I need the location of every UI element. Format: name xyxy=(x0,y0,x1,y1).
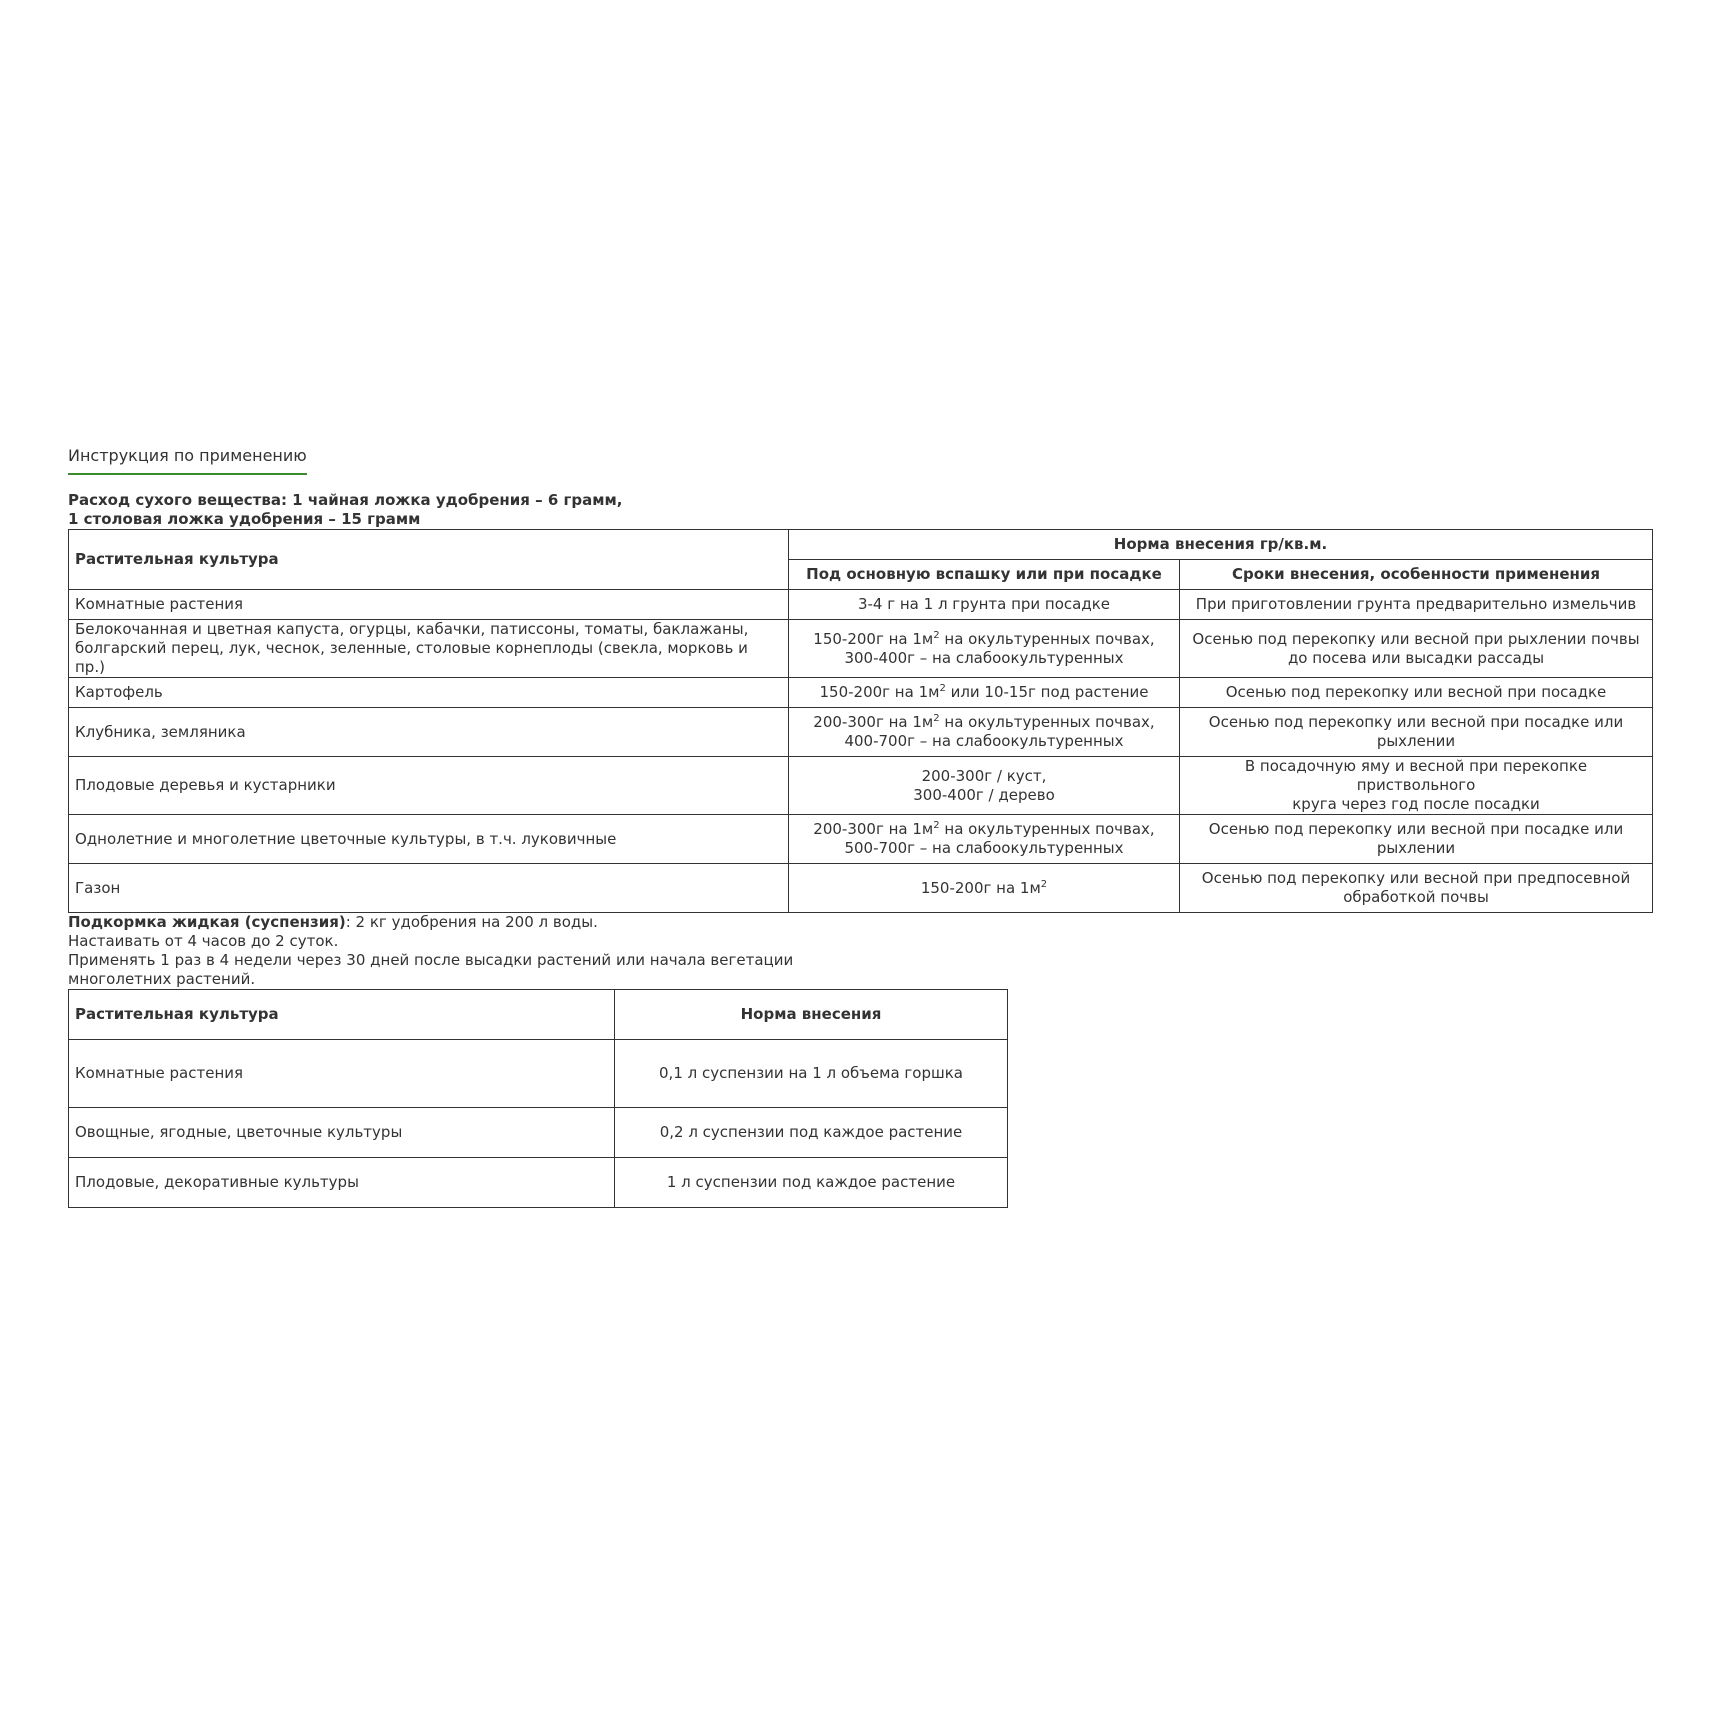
table-row xyxy=(69,864,1653,913)
cell-timing-line: При приготовлении грунта предварительно измельчив xyxy=(1195,595,1637,613)
cell-crop-line: Клубника, земляника xyxy=(75,722,246,741)
cell-crop xyxy=(69,757,789,815)
tab-instructions[interactable]: Инструкция по применению xyxy=(68,445,307,475)
cell-crop xyxy=(69,708,789,757)
cell-timing-line: Осенью под перекопку или весной при предпосевной xyxy=(1201,869,1631,887)
table-row xyxy=(69,678,1653,708)
cell-norm-line xyxy=(795,595,1173,614)
cell-crop-line: Картофель xyxy=(75,683,163,701)
norm-amount: 150-200г на 1м xyxy=(813,629,934,648)
norm-amount: 150-200г на 1м xyxy=(920,878,1041,897)
cell-crop-line: Плодовые деревья и кустарники xyxy=(75,776,336,794)
cell-norm xyxy=(789,757,1180,815)
liquid-feeding-line-4: многолетних растений. xyxy=(68,970,256,988)
cell-norm xyxy=(789,678,1180,708)
cell-timing-line: В посадочную яму и весной при перекопке приствольного xyxy=(1244,757,1588,794)
cell-timing-line: обработкой почвы xyxy=(1343,888,1489,906)
unit-superscript: 2 xyxy=(933,713,940,724)
cell-norm-line: 300-400г – на слабоокультуренных xyxy=(844,648,1124,667)
header-crop: Растительная культура xyxy=(69,530,789,590)
cell-norm-line xyxy=(795,713,1173,732)
cell-norm xyxy=(789,864,1180,913)
norm-condition: или 10-15г под растение xyxy=(945,683,1149,701)
cell-crop-line: Газон xyxy=(75,878,121,897)
cell-crop xyxy=(69,678,789,708)
cell-timing xyxy=(1180,678,1653,708)
cell-timing xyxy=(1180,708,1653,757)
cell-norm-line xyxy=(795,630,1173,649)
cell-norm-line xyxy=(795,879,1173,898)
table-row xyxy=(69,590,1653,620)
cell-norm-line: 400-700г – на слабоокультуренных xyxy=(844,732,1124,750)
header-crop: Растительная культура xyxy=(69,990,615,1040)
cell-crop: Комнатные растения xyxy=(69,1040,615,1108)
norm-amount: 200-300г / куст, xyxy=(921,766,1047,785)
cell-norm-line xyxy=(795,820,1173,839)
cell-crop-line: Белокочанная и цветная капуста, огурцы, кабачки, патиссоны, томаты, баклажаны, xyxy=(75,620,749,638)
liquid-application-table xyxy=(68,989,1008,1208)
cell-timing-line: до посева или высадки рассады xyxy=(1287,648,1545,667)
cell-timing-line: Осенью под перекопку или весной при посадке или xyxy=(1208,713,1624,731)
cell-norm: 0,1 л суспензии на 1 л объема горшка xyxy=(615,1040,1008,1108)
table-row xyxy=(69,815,1653,864)
cell-timing-line: Осенью под перекопку или весной при посадке или xyxy=(1208,820,1624,838)
cell-norm xyxy=(789,620,1180,678)
header-timing: Сроки внесения, особенности применения xyxy=(1180,560,1653,590)
cell-norm: 1 л суспензии под каждое растение xyxy=(615,1158,1008,1208)
cell-timing-line: Осенью под перекопку или весной при посадке xyxy=(1225,683,1607,701)
cell-norm-line: 300-400г / дерево xyxy=(913,785,1055,804)
cell-timing xyxy=(1180,757,1653,815)
unit-superscript: 2 xyxy=(939,683,946,694)
cell-crop-line: Комнатные растения xyxy=(75,595,244,613)
unit-superscript: 2 xyxy=(1040,878,1048,890)
cell-timing-line: рыхлении xyxy=(1376,732,1456,750)
cell-timing-line: рыхлении xyxy=(1376,839,1456,857)
cell-timing xyxy=(1180,815,1653,864)
dry-consumption-line-1: Расход сухого вещества: 1 чайная ложка удобрения – 6 грамм, xyxy=(68,491,623,509)
cell-norm xyxy=(789,590,1180,620)
cell-norm-line: 500-700г – на слабоокультуренных xyxy=(844,839,1124,857)
liquid-feeding-dose: : 2 кг удобрения на 200 л воды. xyxy=(345,913,598,931)
header-norm: Норма внесения xyxy=(615,990,1008,1040)
norm-amount: 200-300г на 1м xyxy=(813,713,934,731)
liquid-feeding-title: Подкормка жидкая (суспензия) xyxy=(68,913,346,931)
table-row xyxy=(69,1158,1008,1208)
cell-crop: Плодовые, декоративные культуры xyxy=(69,1158,615,1208)
cell-crop xyxy=(69,590,789,620)
table-row xyxy=(69,757,1653,815)
content xyxy=(68,445,1658,1208)
norm-condition: на окультуренных почвах, xyxy=(939,713,1155,731)
table-row xyxy=(69,1040,1008,1108)
norm-amount: 3-4 г на 1 л грунта при посадке xyxy=(857,595,1111,613)
cell-norm-line xyxy=(795,683,1173,702)
unit-superscript: 2 xyxy=(933,629,940,641)
dry-consumption-line-2: 1 столовая ложка удобрения – 15 грамм xyxy=(68,510,421,528)
cell-crop xyxy=(69,620,789,678)
cell-timing xyxy=(1180,590,1653,620)
norm-condition: на окультуренных почвах, xyxy=(939,629,1155,648)
unit-superscript: 2 xyxy=(933,820,940,831)
norm-amount: 150-200г на 1м xyxy=(819,683,940,701)
dry-consumption-note xyxy=(68,491,1658,529)
dry-application-table xyxy=(68,529,1653,913)
cell-crop: Овощные, ягодные, цветочные культуры xyxy=(69,1108,615,1158)
liquid-feeding-line-1 xyxy=(68,913,1658,932)
cell-norm: 0,2 л суспензии под каждое растение xyxy=(615,1108,1008,1158)
cell-timing xyxy=(1180,620,1653,678)
cell-norm-line xyxy=(795,767,1173,786)
liquid-feeding-line-2: Настаивать от 4 часов до 2 суток. xyxy=(68,932,339,950)
norm-condition: на окультуренных почвах, xyxy=(939,820,1155,838)
cell-crop-line: Однолетние и многолетние цветочные культуры, в т.ч. луковичные xyxy=(75,829,617,848)
cell-norm xyxy=(789,708,1180,757)
cell-timing xyxy=(1180,864,1653,913)
table-row xyxy=(69,708,1653,757)
cell-crop xyxy=(69,815,789,864)
cell-crop-line: болгарский перец, лук, чеснок, зеленные, столовые корнеплоды (свекла, морковь и пр.) xyxy=(75,639,748,676)
table-row xyxy=(69,620,1653,678)
table-row xyxy=(69,1108,1008,1158)
header-main-plowing: Под основную вспашку или при посадке xyxy=(789,560,1180,590)
liquid-feeding-note xyxy=(68,913,1658,989)
norm-amount: 200-300г на 1м xyxy=(813,820,934,838)
cell-norm xyxy=(789,815,1180,864)
liquid-feeding-line-3: Применять 1 раз в 4 недели через 30 дней после высадки растений или начала вегетации xyxy=(68,951,794,969)
cell-timing-line: Осенью под перекопку или весной при рыхлении почвы xyxy=(1192,629,1640,648)
cell-crop xyxy=(69,864,789,913)
header-norm: Норма внесения гр/кв.м. xyxy=(789,530,1653,560)
cell-timing-line: круга через год после посадки xyxy=(1292,795,1540,813)
